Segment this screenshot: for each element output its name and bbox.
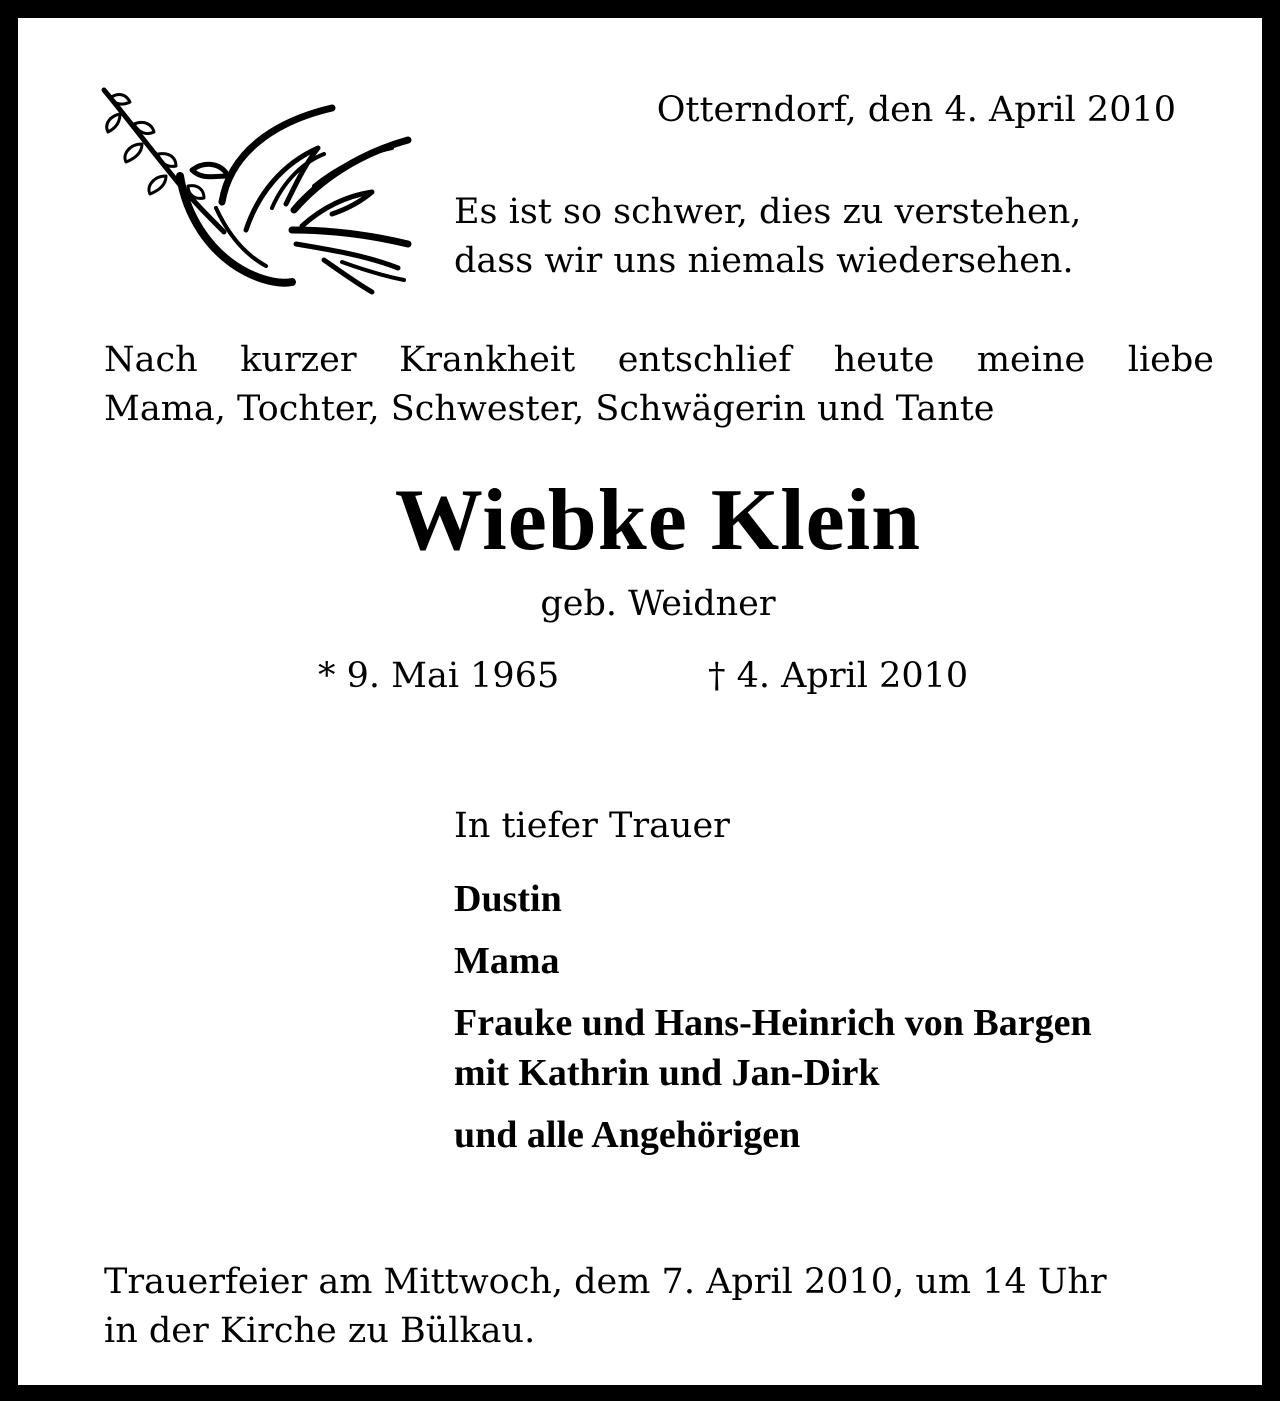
service-line: Trauerfeier am Mittwoch, dem 7. April 2010, um 14 Uhr xyxy=(104,1262,1107,1302)
mourner-name: Frauke und Hans-Heinrich von Bargen xyxy=(454,1002,1092,1044)
mourners-list xyxy=(454,874,1092,1160)
birth-date: * 9. Mai 1965 xyxy=(318,656,560,696)
mourner-name: und alle Angehörigen xyxy=(454,1114,801,1156)
deceased-name: Wiebke Klein xyxy=(394,472,922,569)
mourner-name: Mama xyxy=(454,940,560,982)
funeral-service-info xyxy=(104,1258,1107,1356)
maiden-name: geb. Weidner xyxy=(540,584,776,624)
service-line: in der Kirche zu Bülkau. xyxy=(104,1311,536,1351)
mourner-name: Dustin xyxy=(454,878,562,920)
mourner-name: mit Kathrin und Jan-Dirk xyxy=(454,1052,880,1094)
announcement-line: Mama, Tochter, Schwester, Schwägerin und Tante xyxy=(104,389,995,429)
announcement-line: Nach kurzer Krankheit entschlief heute meine liebe xyxy=(104,340,1214,380)
quote-line: Es ist so schwer, dies zu verstehen, xyxy=(454,192,1082,232)
announcement-text xyxy=(104,336,1214,434)
dove-with-olive-branch-icon xyxy=(96,84,418,296)
quote-line: dass wir uns niemals wiedersehen. xyxy=(454,241,1074,281)
memorial-quote xyxy=(454,188,1081,286)
mourning-heading: In tiefer Trauer xyxy=(454,806,730,846)
place-and-date: Otterndorf, den 4. April 2010 xyxy=(656,90,1176,130)
death-date: † 4. April 2010 xyxy=(708,656,969,696)
